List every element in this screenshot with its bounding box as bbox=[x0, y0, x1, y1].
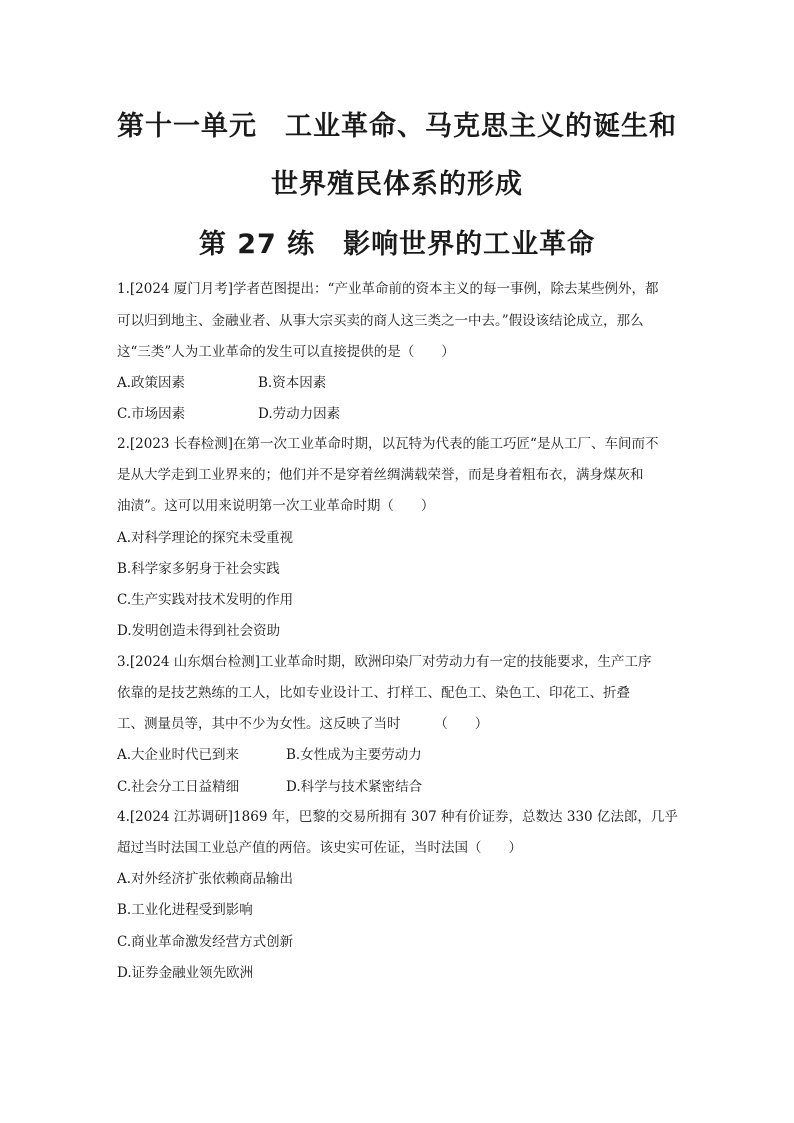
q1-option-c[interactable]: C.市场因素 bbox=[117, 406, 186, 422]
q4-option-c[interactable]: C.商业革命激发经营方式创新 bbox=[117, 934, 294, 950]
q2-option-a[interactable]: A.对科学理论的探究未受重视 bbox=[117, 530, 294, 546]
q1-stem-line: 可以归到地主、金融业者、从事大宗买卖的商人这三类之一中去。”假设该结论成立，那么 bbox=[117, 313, 644, 329]
q3-option-row bbox=[117, 775, 422, 795]
q3-stem-line: 3.[2024 山东烟台检测]工业革命时期，欧洲印染厂对劳动力有一定的技能要求，生产工序 bbox=[117, 654, 652, 670]
q2-stem-line: 2.[2023 长春检测]在第一次工业革命时期，以瓦特为代表的能工巧匠“是从工厂、车间而不 bbox=[117, 436, 659, 452]
q3-option-row bbox=[117, 743, 422, 763]
unit-title-line2: 世界殖民体系的形成 bbox=[271, 169, 523, 200]
q1-option-row bbox=[117, 402, 340, 422]
q3-option-d[interactable]: D.科学与技术紧密结合 bbox=[286, 779, 423, 795]
lesson-title: 第 27 练 影响世界的工业革命 bbox=[198, 229, 596, 260]
q2-option-b[interactable]: B.科学家多躬身于社会实践 bbox=[117, 561, 280, 577]
q3-stem-line: 工、测量员等，其中不少为女性。这反映了当时 （ ） bbox=[117, 716, 489, 732]
q4-option-d[interactable]: D.证券金融业领先欧洲 bbox=[117, 965, 254, 981]
q1-option-d[interactable]: D.劳动力因素 bbox=[258, 406, 341, 422]
q4-option-a[interactable]: A.对外经济扩张依赖商品输出 bbox=[117, 871, 294, 887]
q4-stem-line: 4.[2024 江苏调研]1869 年，巴黎的交易所拥有 307 种有价证券，总数达 330 亿法郎，几乎 bbox=[117, 809, 678, 825]
q1-stem-line: 1.[2024 厦门月考]学者芭图提出：“产业革命前的资本主义的每一事例，除去某些例外，都 bbox=[117, 281, 659, 297]
q1-option-row bbox=[117, 371, 326, 391]
q2-stem-line: 是从大学走到工业界来的；他们并不是穿着丝绸满载荣誉，而是身着粗布衣，满身煤灰和 bbox=[117, 467, 644, 483]
q2-option-d[interactable]: D.发明创造未得到社会资助 bbox=[117, 623, 281, 639]
q3-option-a[interactable]: A.大企业时代已到来 bbox=[117, 747, 240, 763]
q4-stem-line: 超过当时法国工业总产值的两倍。该史实可佐证，当时法国（ ） bbox=[117, 840, 522, 856]
q1-stem-line: 这“三类”人为工业革命的发生可以直接提供的是（ ） bbox=[117, 344, 455, 360]
unit-title-line1: 第十一单元 工业革命、马克思主义的诞生和 bbox=[117, 111, 677, 142]
q3-stem-line: 依靠的是技艺熟练的工人，比如专业设计工、打样工、配色工、染色工、印花工、折叠 bbox=[117, 685, 630, 701]
q3-option-c[interactable]: C.社会分工日益精细 bbox=[117, 779, 240, 795]
q4-option-b[interactable]: B.工业化进程受到影响 bbox=[117, 902, 253, 918]
q1-option-a[interactable]: A.政策因素 bbox=[117, 375, 186, 391]
q2-stem-line: 油渍”。这可以用来说明第一次工业革命时期（ ） bbox=[117, 498, 435, 514]
q2-option-c[interactable]: C.生产实践对技术发明的作用 bbox=[117, 592, 294, 608]
q3-option-b[interactable]: B.女性成为主要劳动力 bbox=[286, 747, 422, 763]
q1-option-b[interactable]: B.资本因素 bbox=[258, 375, 327, 391]
